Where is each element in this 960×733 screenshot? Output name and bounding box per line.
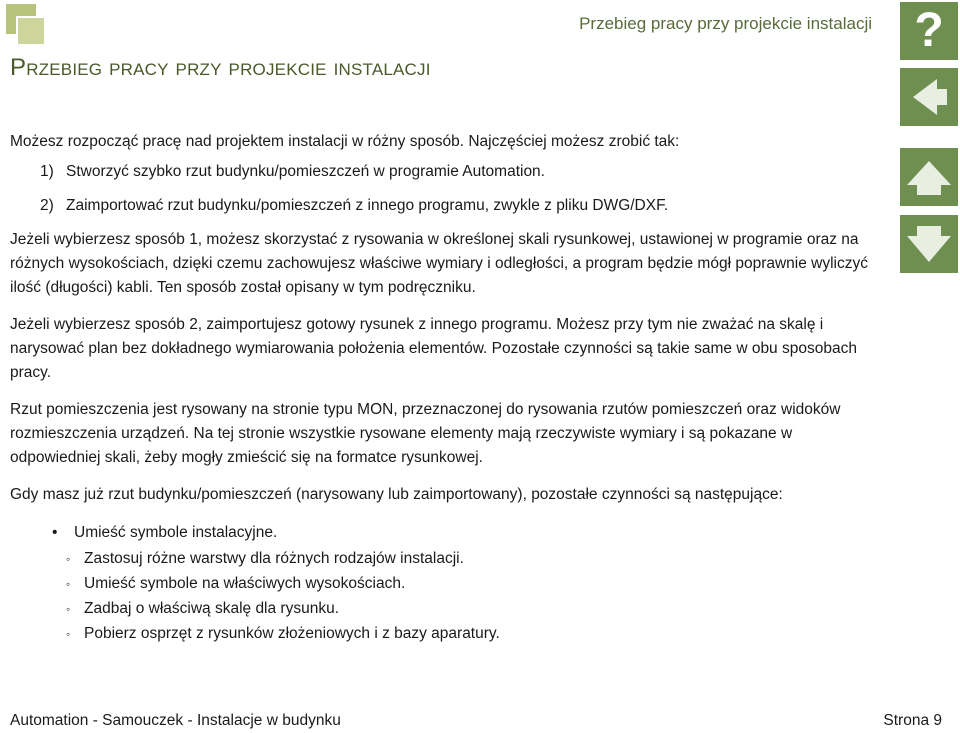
bullet: ◦	[66, 627, 71, 641]
list-item	[10, 622, 886, 646]
paragraph-way-1: Jeżeli wybierzesz sposób 1, możesz skorzystać z rysowania w określonej skali rysunkowej, ustawionej w programie oraz na różnych wysokościach, dzięki czemu zachowujesz właściwe wymiary i odległości, a program będzie mógł poprawnie wyliczyć ilość (długości) kabli. Ten sposób został opisany w tym podręczniku.	[10, 231, 868, 296]
arrow-left-icon	[907, 75, 951, 119]
arrow-down-icon	[905, 222, 953, 266]
paragraph-next-steps: Gdy masz już rzut budynku/pomieszczeń (narysowany lub zaimportowany), pozostałe czynności są następujące:	[10, 486, 783, 503]
paragraph-way-2: Jeżeli wybierzesz sposób 2, zaimportujesz gotowy rysunek z innego programu. Możesz przy tym nie zważać na skalę i narysować plan bez dokładnego wymiarowania położenia elementów. Pozostałe czynności są takie same w obu sposobach pracy.	[10, 316, 857, 381]
content	[10, 130, 886, 648]
list-text: Stworzyć szybko rzut budynku/pomieszczeń w programie Automation.	[66, 163, 545, 180]
list-number: 1)	[40, 163, 54, 180]
question-icon: ?	[914, 4, 944, 57]
page-down-button[interactable]	[900, 215, 958, 273]
intro-paragraph: Możesz rozpocząć pracę nad projektem instalacji w różny sposób. Najczęściej możesz zrobić tak:	[10, 133, 680, 150]
list-item	[10, 160, 886, 184]
footer-document-title: Automation - Samouczek - Instalacje w budynku	[10, 712, 341, 729]
list-text: Umieść symbole instalacyjne.	[74, 524, 278, 541]
header-title: Przebieg pracy przy projekcie instalacji	[579, 14, 872, 33]
page-title: Przebieg pracy przy projekcie instalacji	[10, 54, 431, 81]
list-number: 2)	[40, 197, 54, 214]
paragraph-mon-page: Rzut pomieszczenia jest rysowany na stronie typu MON, przeznaczonej do rysowania rzutów pomieszczeń oraz widoków rozmieszczenia urządzeń. Na tej stronie wszystkie rysowane elementy mają rzeczywiste wymiary i są pokazane w odpowiedniej skali, żeby mogły zmieścić się na formatce rysunkowej.	[10, 401, 841, 466]
list-text: Zastosuj różne warstwy dla różnych rodzajów instalacji.	[84, 550, 464, 567]
list-text: Zadbaj o właściwą skalę dla rysunku.	[84, 600, 340, 617]
list-item	[10, 547, 886, 571]
back-button[interactable]	[900, 68, 958, 126]
subtasks-list	[10, 547, 886, 646]
logo	[6, 4, 50, 48]
bullet: ◦	[66, 577, 71, 591]
list-item	[10, 597, 886, 621]
list-text: Zaimportować rzut budynku/pomieszczeń z innego programu, zwykle z pliku DWG/DXF.	[66, 197, 669, 214]
list-text: Pobierz osprzęt z rysunków złożeniowych i z bazy aparatury.	[84, 625, 500, 642]
page-up-button[interactable]	[900, 148, 958, 206]
tasks-list	[10, 521, 886, 646]
logo-square-front	[16, 16, 46, 46]
bullet: •	[52, 524, 58, 541]
arrow-up-icon	[905, 155, 953, 199]
list-text: Umieść symbole na właściwych wysokościach.	[84, 575, 406, 592]
list-item	[10, 194, 886, 218]
bullet: ◦	[66, 552, 71, 566]
list-item	[10, 572, 886, 596]
list-item	[10, 521, 886, 646]
footer-page-number: Strona 9	[883, 712, 942, 729]
help-button[interactable]	[900, 2, 958, 60]
bullet: ◦	[66, 602, 71, 616]
ways-list	[10, 160, 886, 218]
